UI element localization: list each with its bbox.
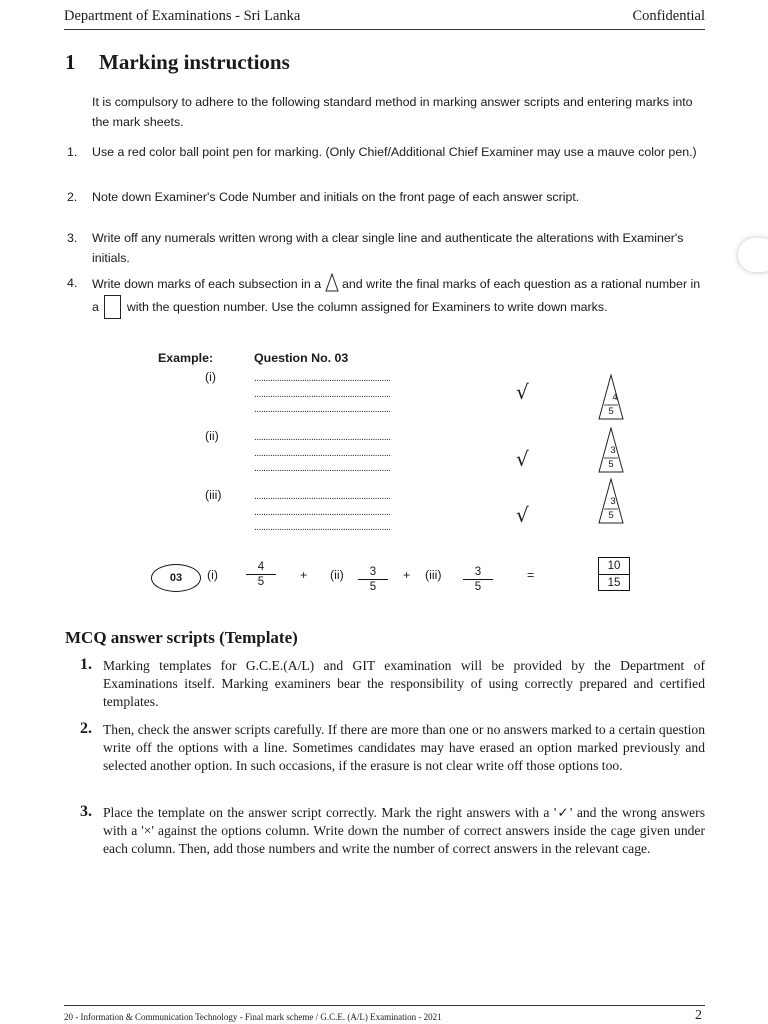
subsection-mark-triangle xyxy=(598,427,624,473)
fraction-bar xyxy=(358,579,388,580)
subsection-mark-triangle xyxy=(598,374,624,420)
fraction-bar xyxy=(246,574,276,575)
summary-part-label: (i) xyxy=(207,568,219,582)
answer-dotted-line: ............................................................ xyxy=(254,373,391,384)
mcq-item-number: 2. xyxy=(80,720,92,737)
plus-sign: + xyxy=(300,568,308,582)
summary-part-label: (ii) xyxy=(330,568,344,582)
item-text: Use a red color ball point pen for marking. (Only Chief/Additional Chief Examiner may use a mauve color pen.) xyxy=(92,145,697,159)
mcq-item-text: Place the template on the answer script correctly. Mark the right answers with a '✓' and the wrong answers with a '×' against the options column. Write down the number of correct answers inside the cage given under each column. Then, add those numbers and write the number of correct answers in the relevant cage. xyxy=(103,805,705,856)
mark-denominator: 5 xyxy=(608,459,614,470)
final-mark-denominator: 15 xyxy=(607,577,621,589)
fraction-bar xyxy=(463,579,493,580)
header-confidential: Confidential xyxy=(632,8,705,24)
fraction-denominator: 5 xyxy=(257,576,265,588)
mark-numerator: 3 xyxy=(610,496,616,507)
side-scroll-tab[interactable] xyxy=(738,238,768,272)
summary-part-label: (iii) xyxy=(425,568,442,582)
mark-numerator: 3 xyxy=(610,445,616,456)
mark-denominator: 5 xyxy=(608,510,614,521)
mark-numerator: 4 xyxy=(612,392,618,403)
summary-fraction xyxy=(463,566,493,593)
subsection-label: (i) xyxy=(205,370,217,384)
question-code-circle: 03 xyxy=(151,564,201,592)
summary-fraction xyxy=(246,561,276,588)
header-divider xyxy=(64,29,705,30)
mcq-section-title: MCQ answer scripts (Template) xyxy=(65,628,298,647)
header-department: Department of Examinations - Sri Lanka xyxy=(64,8,301,24)
equals-sign: = xyxy=(527,568,535,582)
item-number: 4. xyxy=(67,276,78,290)
fraction-numerator: 4 xyxy=(257,561,265,573)
fraction-denominator: 5 xyxy=(474,581,482,593)
item-text: Note down Examiner's Code Number and initials on the front page of each answer script. xyxy=(92,190,580,204)
subsection-mark-triangle xyxy=(598,478,624,524)
answer-dotted-line: ............................................................ xyxy=(254,389,391,400)
footer-divider xyxy=(64,1005,705,1006)
fraction-denominator: 5 xyxy=(369,581,377,593)
intro-paragraph: It is compulsory to adhere to the following standard method in marking answer scripts and entering marks into the mark sheets. xyxy=(92,95,693,129)
subsection-label: (ii) xyxy=(205,429,219,443)
example-question-label: Question No. 03 xyxy=(254,351,349,365)
mcq-item-text: Then, check the answer scripts carefully. If there are more than one or no answers marked to a certain question write off the options with a line. Sometimes candidates may have erased an option marked previously and selected another option. In such occasions, if the erasure is not clear write off those options too. xyxy=(103,722,705,773)
plus-sign: + xyxy=(403,568,411,582)
triangle-icon xyxy=(325,273,339,292)
mcq-item-number: 1. xyxy=(80,656,92,673)
item-number: 2. xyxy=(67,190,78,204)
mark-denominator: 5 xyxy=(608,406,614,417)
summary-fraction xyxy=(358,566,388,593)
square-box-icon xyxy=(104,295,121,319)
answer-dotted-line: ............................................................ xyxy=(254,463,391,474)
answer-dotted-line: ............................................................ xyxy=(254,404,391,415)
final-mark-box xyxy=(598,557,630,591)
item-text: Write off any numerals written wrong with a clear single line and authenticate the alterations with Examiner's initials. xyxy=(92,231,684,265)
item-number: 3. xyxy=(67,231,78,245)
item-number: 1. xyxy=(67,145,78,159)
footer-text: 20 - Information & Communication Technology - Final mark scheme / G.C.E. (A/L) Examination - 2021 xyxy=(64,1012,442,1022)
answer-dotted-line: ............................................................ xyxy=(254,507,391,518)
answer-dotted-line: ............................................................ xyxy=(254,448,391,459)
tick-icon: √ xyxy=(516,380,529,404)
section-number: 1 xyxy=(65,50,76,74)
answer-dotted-line: ............................................................ xyxy=(254,432,391,443)
tick-icon: √ xyxy=(516,503,529,527)
page-number: 2 xyxy=(695,1008,702,1023)
final-mark-numerator: 10 xyxy=(599,558,629,575)
section-title: Marking instructions xyxy=(99,50,290,74)
item4-text-c: with the question number. Use the column assigned for Examiners to write down marks. xyxy=(126,300,608,314)
fraction-numerator: 3 xyxy=(474,566,482,578)
answer-dotted-line: ............................................................ xyxy=(254,522,391,533)
mcq-item-number: 3. xyxy=(80,803,92,820)
answer-dotted-line: ............................................................ xyxy=(254,491,391,502)
subsection-label: (iii) xyxy=(205,488,222,502)
item4-text-b: and write the final marks of each question as a rational number in a xyxy=(92,277,701,314)
item4-text-a: Write down marks of each subsection in a xyxy=(92,277,322,291)
mcq-item-text: Marking templates for G.C.E.(A/L) and GIT examination will be provided by the Department of Examinations itself. Marking examiners bear the responsibility of using correctly prepared and certified templates. xyxy=(103,658,705,709)
example-label: Example: xyxy=(158,351,214,365)
fraction-numerator: 3 xyxy=(369,566,377,578)
item-text xyxy=(92,273,704,319)
tick-icon: √ xyxy=(516,447,529,471)
